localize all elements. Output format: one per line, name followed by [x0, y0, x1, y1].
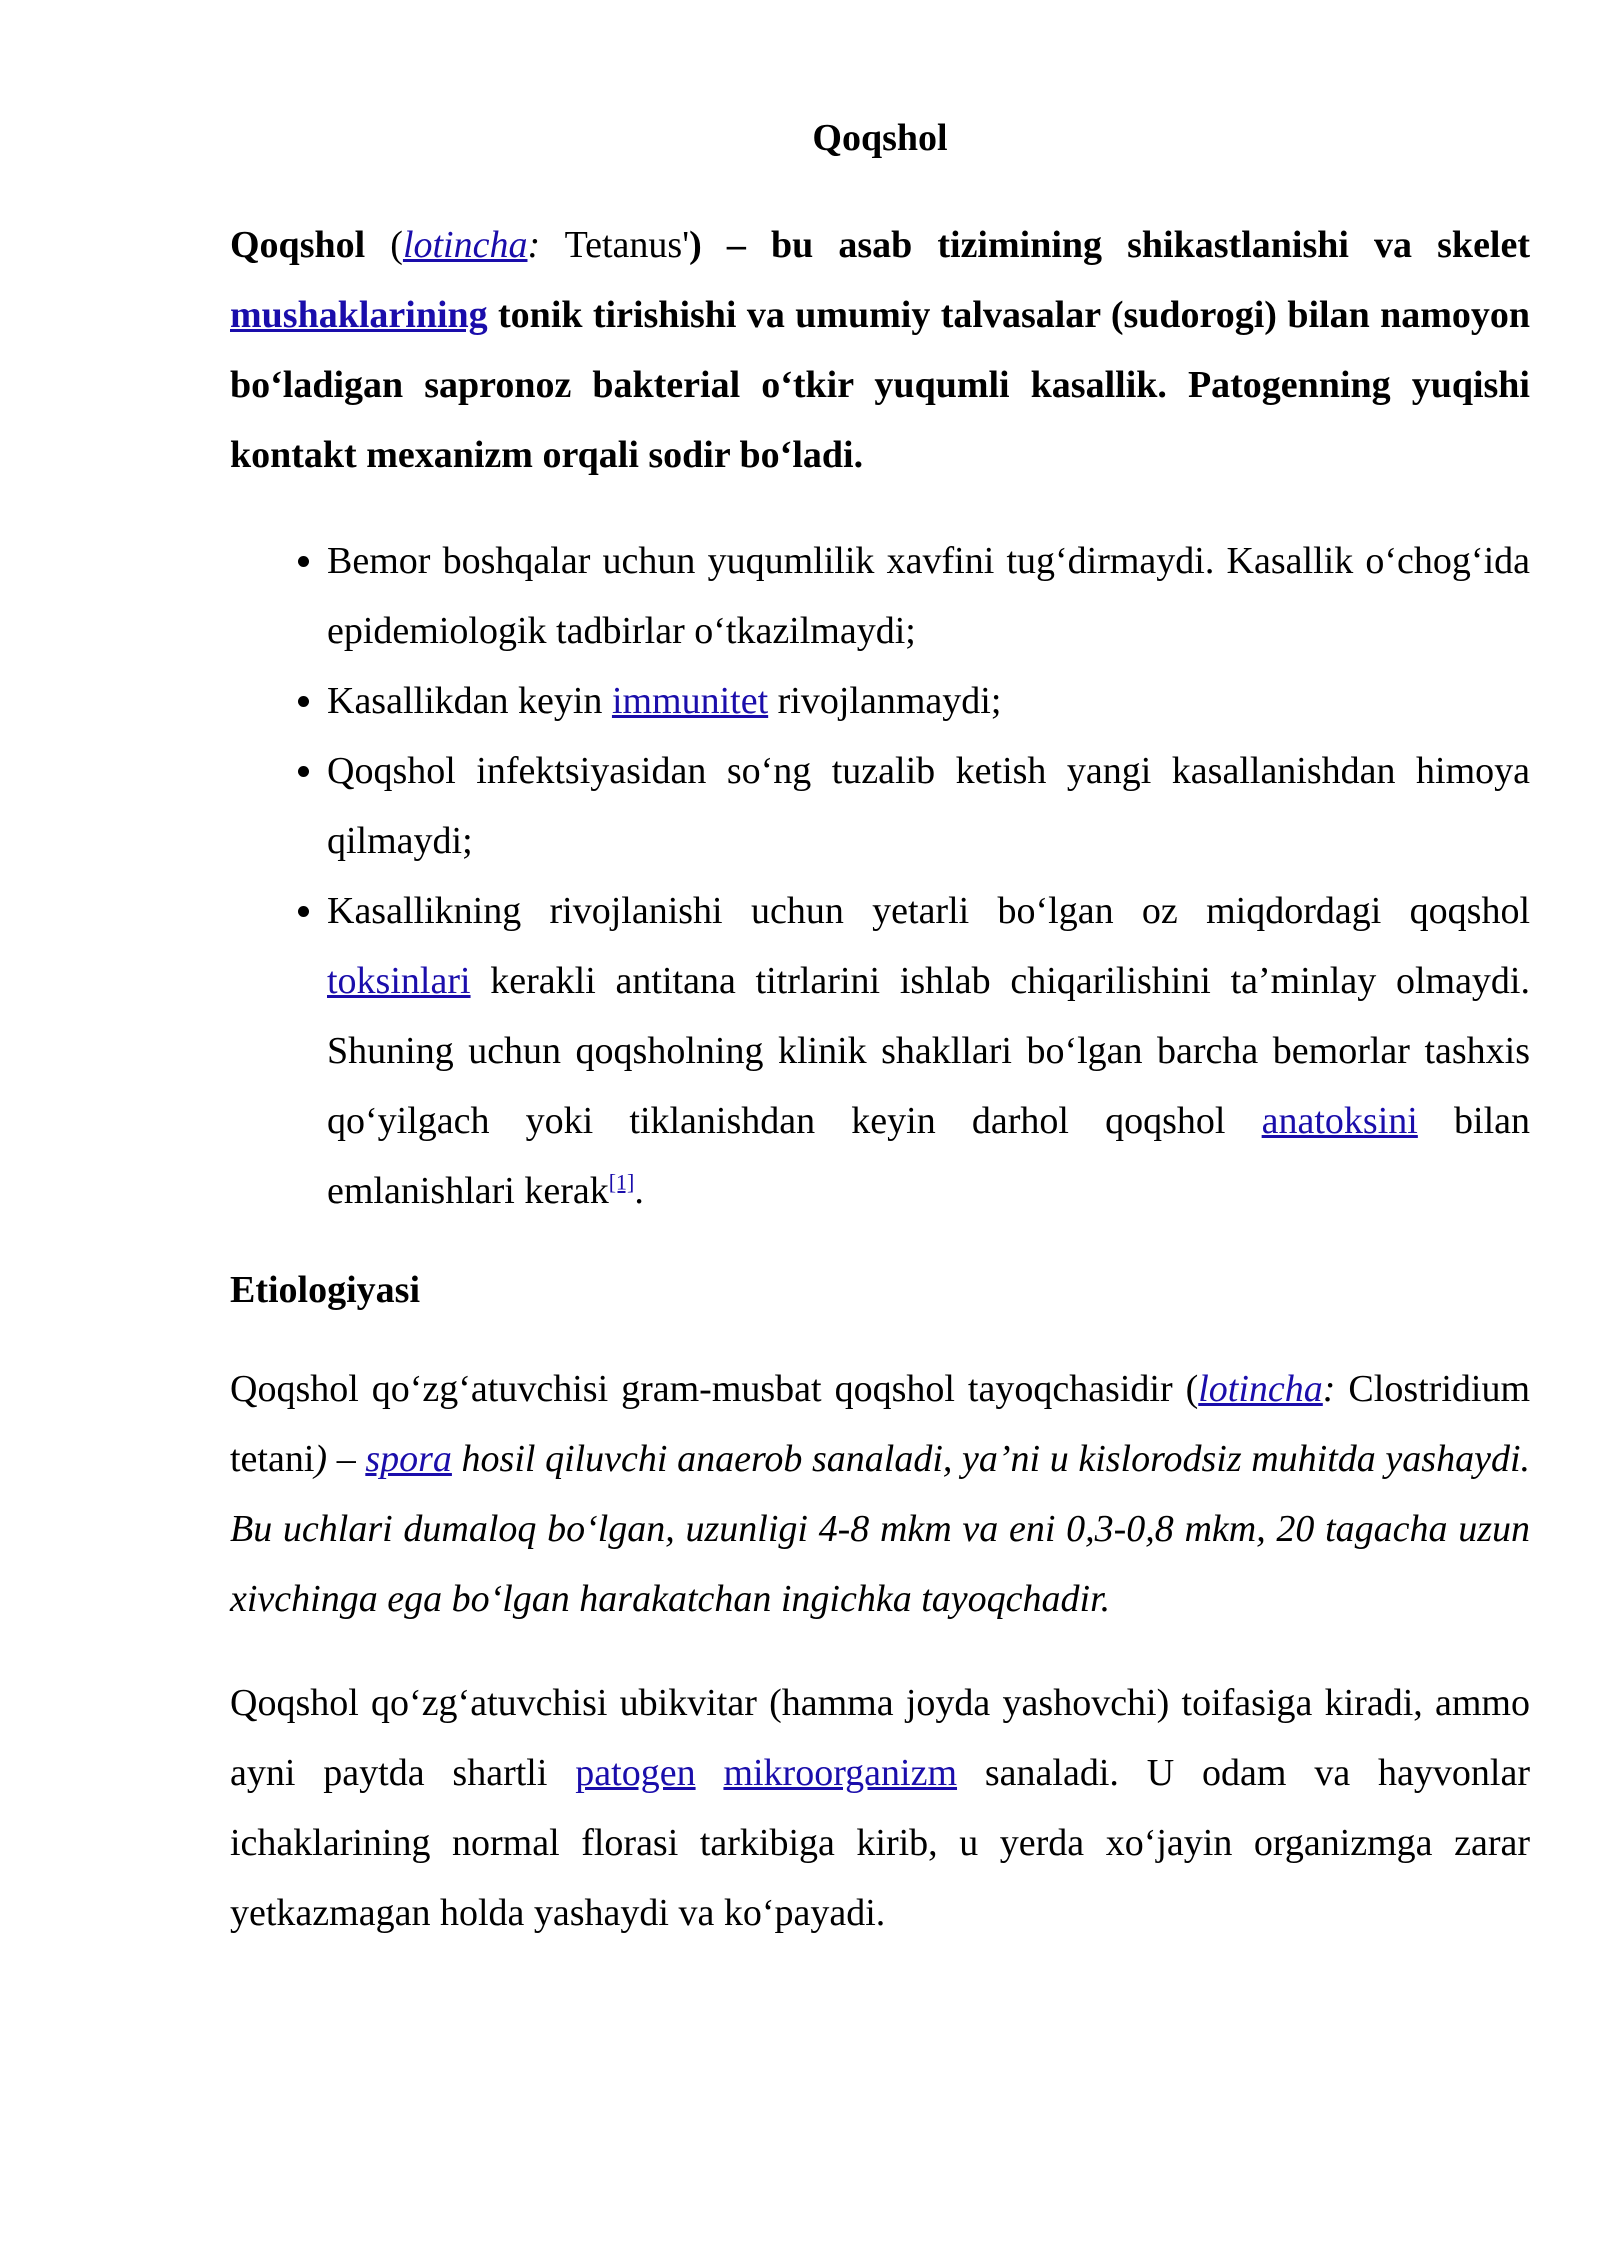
intro-paragraph: Qoqshol (lotincha: Tetanus') – bu asab tizimining shikastlanishi va skelet mushaklarining tonik tirishishi va umumiy talvasalar (sudorogi) bilan namoyon bo‘ladigan sapronoz bakterial o‘tkir yuqumli kasallik. Patogenning yuqishi kontakt mexanizm orqali sodir bo‘ladi.	[230, 224, 1531, 476]
spora-link[interactable]: spora	[365, 1438, 452, 1480]
lotincha-link[interactable]: lotincha	[402, 224, 528, 266]
mushaklarining-link[interactable]: mushaklarining	[230, 294, 488, 336]
list-item: • Qoqshol infektsiyasidan so‘ng tuzalib ketish yangi kasallanishdan himoya qilmaydi;	[327, 736, 1530, 876]
page-title: Qoqshol	[812, 117, 948, 159]
intro-term: Qoqshol	[230, 224, 366, 266]
list-item: • Bemor boshqalar uchun yuqumlilik xavfini tug‘dirmaydi. Kasallik o‘chog‘ida epidemiologik tadbirlar o‘tkazilmaydi;	[327, 526, 1530, 666]
etiology-paragraph-1: Qoqshol qo‘zg‘atuvchisi gram-musbat qoqshol tayoqchasidir (lotincha: Clostridium tetani) – spora hosil qiluvchi anaerob sanaladi, ya’ni u kislorodsiz muhitda yashaydi. Bu uchlari dumaloq bo‘lgan, uzunligi 4-8 mkm va eni 0,3-0,8 mkm, 20 tagacha uzun xivchinga ega bo‘lgan harakatchan ingichka tayoqchadir.	[230, 1368, 1531, 1620]
immunitet-link[interactable]: immunitet	[611, 680, 769, 722]
list-item: • Kasallikdan keyin immunitet rivojlanmaydi;	[327, 666, 1530, 736]
section-heading: Etiologiyasi	[230, 1269, 421, 1311]
reference-link[interactable]: [1]	[608, 1169, 635, 1195]
facts-list	[230, 526, 1530, 1226]
list-item: • Kasallikning rivojlanishi uchun yetarli bo‘lgan oz miqdordagi qoqshol toksinlari kerakli antitana titrlarini ishlab chiqarilishini ta’minlay olmaydi. Shuning uchun qoqsholning klinik shakllari bo‘lgan barcha bemorlar tashxis qo‘yilgach yoki tiklanishdan keyin darhol qoqshol anatoksini bilan emlanishlari kerak[1].	[327, 876, 1530, 1226]
anatoksini-link[interactable]: anatoksini	[1261, 1100, 1418, 1142]
lotincha-link[interactable]: lotincha	[1198, 1368, 1323, 1410]
toksinlari-link[interactable]: toksinlari	[327, 960, 471, 1002]
etiology-paragraph-2: Qoqshol qo‘zg‘atuvchisi ubikvitar (hamma joyda yashovchi) toifasiga kiradi, ammo ayni paytda shartli patogen mikroorganizm sanaladi. U odam va hayvonlar ichaklarining normal florasi tarkibiga kirib, u yerda xo‘jayin organizmga zarar yetkazmagan holda yashaydi va ko‘payadi.	[230, 1682, 1530, 1934]
document-page	[230, 110, 1530, 1982]
mikroorganizm-link[interactable]: mikroorganizm	[723, 1752, 958, 1794]
patogen-link[interactable]: patogen	[575, 1752, 696, 1794]
